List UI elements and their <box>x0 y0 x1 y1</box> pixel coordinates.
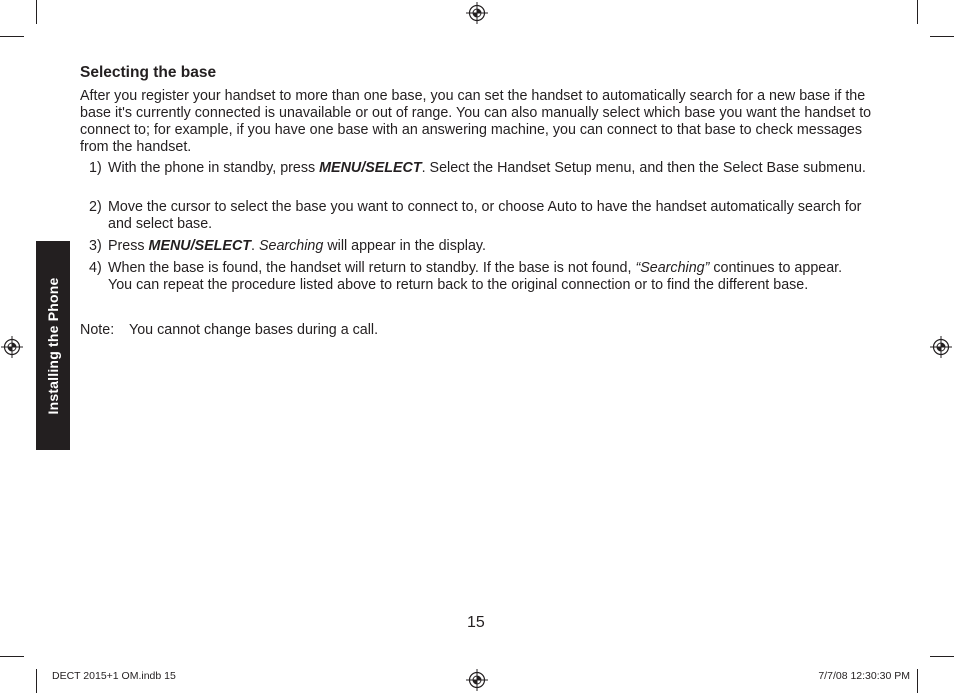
step-number: 1) <box>89 160 102 176</box>
registration-mark-icon <box>1 336 23 358</box>
crop-mark <box>930 656 954 657</box>
step-number: 4) <box>89 260 102 276</box>
crop-mark <box>0 656 24 657</box>
crop-mark <box>0 36 24 37</box>
step-text: Move the cursor to select the base you want to connect to, or choose Auto to have the handset automatically search for and select base. <box>108 199 862 232</box>
crop-mark <box>917 0 918 24</box>
step-number: 2) <box>89 199 102 215</box>
side-tab-label: Installing the Phone <box>45 276 61 415</box>
footer-file-info: DECT 2015+1 OM.indb 15 <box>52 670 176 682</box>
crop-mark <box>36 0 37 24</box>
step-text: With the phone in standby, press MENU/SELECT. Select the Handset Setup menu, and then the Select Base submenu. <box>108 160 866 176</box>
note-label: Note: <box>80 322 115 338</box>
step-number: 3) <box>89 238 102 254</box>
intro-paragraph: After you register your handset to more than one base, you can set the handset to automatically search for a new base if the base it's currently connected is unavailable or out of range. You can also manually select which base you want the handset to connect to; for example, if you have one base with an answering machine, you can connect to that base to check messages from the handset. <box>80 88 872 155</box>
note <box>80 322 378 338</box>
note-text: You cannot change bases during a call. <box>129 322 379 338</box>
footer-timestamp: 7/7/08 12:30:30 PM <box>818 670 910 682</box>
crop-mark <box>36 669 37 693</box>
section-heading: Selecting the base <box>80 64 217 81</box>
step-text: When the base is found, the handset will return to standby. If the base is not found, “Searching” continues to appear. You can repeat the procedure listed above to return back to the original connection or to find the different base. <box>108 260 843 293</box>
section-side-tab <box>36 241 70 450</box>
page-number: 15 <box>467 614 485 631</box>
registration-mark-icon <box>466 2 488 24</box>
crop-mark <box>917 669 918 693</box>
step-text: Press MENU/SELECT. Searching will appear in the display. <box>108 238 486 254</box>
registration-mark-icon <box>930 336 952 358</box>
crop-mark <box>930 36 954 37</box>
registration-mark-icon <box>466 669 488 691</box>
